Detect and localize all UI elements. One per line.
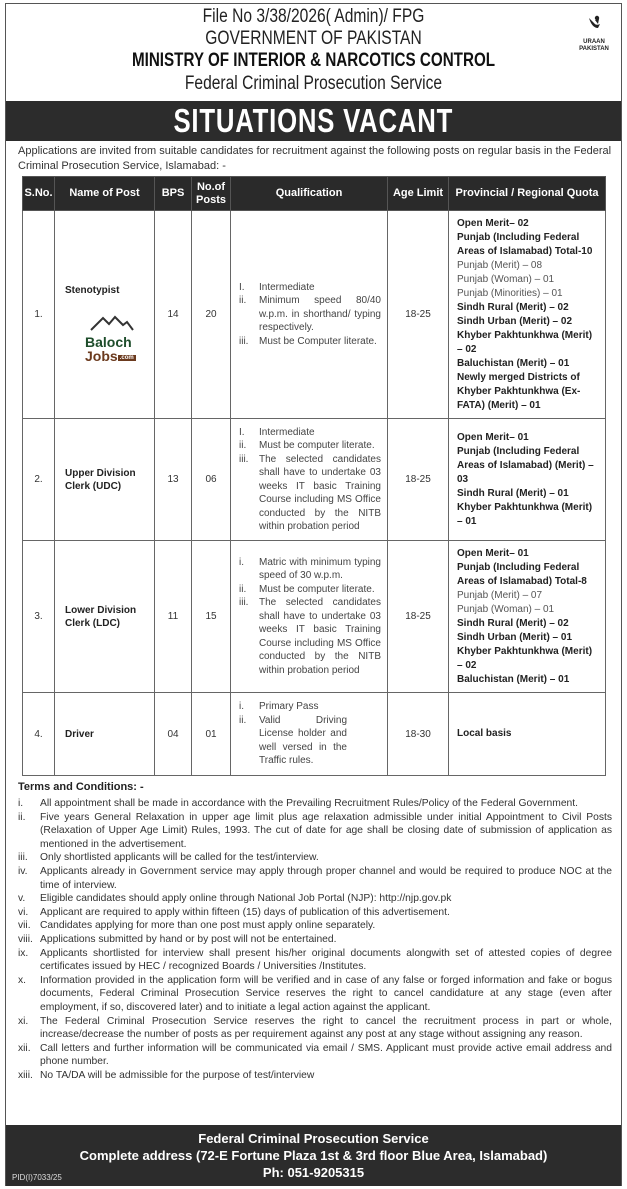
qualification-text: Must be computer literate.	[259, 583, 375, 595]
terms-item	[18, 811, 612, 852]
terms-num: xiii.	[18, 1069, 33, 1081]
quota-line: Baluchistan (Merit) – 01	[457, 673, 570, 685]
terms-item	[18, 865, 612, 892]
cell-posts: 06	[192, 419, 231, 541]
cell-quota	[449, 541, 606, 693]
terms-text: Information provided in the application form will be verified and in case of any false or forged information and fake or bogus documents, Federal Criminal Prosecution Service reserves the right to cancel candidature at any stage (even after employment, if so, discovered later) and to initiate a legal action against the applicant.	[40, 974, 612, 1013]
qualification-num: iii.	[239, 335, 249, 347]
terms-text: Five years General Relaxation in upper age limit plus age relaxation admissible under initial Appointment to Civil Posts (Relaxation of Upper Age Limit) Rules, 1993. The cut of date for age shall be closing date of submission of application as mentioned in the advertisement.	[40, 811, 612, 850]
terms-item	[18, 919, 612, 933]
quota-line: Sindh Rural (Merit) – 02	[457, 301, 569, 313]
terms-item	[18, 1069, 612, 1083]
terms-num: ii.	[18, 811, 26, 823]
qualification-item	[239, 281, 381, 295]
cell-posts: 20	[192, 211, 231, 419]
contact-footer	[6, 1125, 621, 1186]
government-title: GOVERNMENT OF PAKISTAN	[205, 28, 422, 49]
cell-qualification	[231, 541, 388, 693]
terms-item	[18, 892, 612, 906]
terms-item	[18, 1015, 612, 1042]
quota-line: Punjab (Including Federal Areas of Islamabad) (Merit) – 03	[457, 445, 594, 485]
qualification-num: ii.	[239, 440, 247, 451]
terms-text: Applicants already in Government service may apply through proper channel and would be required to produce NOC at the time of interview.	[40, 865, 612, 891]
column-header-bps: BPS	[155, 177, 192, 211]
cell-quota	[449, 419, 606, 541]
qualification-item	[239, 453, 381, 534]
cell-sno: 4.	[23, 693, 55, 776]
cell-post-name: Upper Division Clerk (UDC)	[55, 419, 155, 541]
qualification-num: ii.	[239, 295, 247, 307]
quota-line: Open Merit– 01	[457, 547, 529, 559]
qualification-text: Intermediate	[259, 281, 315, 293]
terms-num: viii.	[18, 933, 33, 945]
terms-item	[18, 933, 612, 947]
uraan-pakistan-logo	[574, 14, 614, 57]
terms-item	[18, 851, 612, 865]
quota-line: Punjab (Minorities) – 01	[457, 287, 563, 299]
watermark-line2	[85, 349, 145, 364]
qualification-text: Valid Driving License holder and well versed in the Traffic rules.	[259, 714, 347, 767]
posts-table	[22, 176, 606, 776]
terms-item	[18, 1042, 612, 1069]
cell-age-limit: 18-25	[388, 541, 449, 693]
quota-line: Open Merit– 01	[457, 431, 529, 443]
cell-post-name: Driver	[55, 693, 155, 776]
column-header-qualification: Qualification	[231, 177, 388, 211]
column-header-name: Name of Post	[55, 177, 155, 211]
cell-posts: 01	[192, 693, 231, 776]
quota-line: Khyber Pakhtunkhwa (Merit) – 02	[457, 329, 593, 355]
qualification-text: Matric with minimum typing speed of 30 w.p.m.	[259, 556, 381, 582]
qualification-item	[239, 556, 381, 583]
quota-line: Punjab (Including Federal Areas of Islamabad) Total-8	[457, 561, 587, 587]
terms-text: Applicant are required to apply within fifteen (15) days of publication of this advertisement.	[40, 906, 450, 918]
terms-text: Candidates applying for more than one post must apply online separately.	[40, 920, 376, 932]
qualification-text: The selected candidates shall have to undertake 03 weeks IT basic Training Course including MS Office conducted by the NITB within probation period	[259, 453, 381, 532]
cell-bps: 04	[155, 693, 192, 776]
file-number: File No 3/38/2026( Admin)/ FPG	[202, 6, 425, 27]
qualification-item	[239, 596, 381, 677]
bird-icon	[586, 14, 602, 32]
cell-qualification	[231, 693, 388, 776]
qualification-text: Intermediate	[259, 426, 315, 438]
cell-bps: 13	[155, 419, 192, 541]
quota-line: Punjab (Woman) – 01	[457, 603, 555, 615]
terms-text: All appointment shall be made in accordance with the Prevailing Recruitment Rules/Policy of the Federal Government.	[40, 798, 578, 809]
terms-num: vii.	[18, 920, 31, 932]
terms-item	[18, 947, 612, 974]
cell-qualification	[231, 211, 388, 419]
quota-line: Sindh Rural (Merit) – 02	[457, 617, 569, 629]
terms-list	[18, 797, 612, 1082]
department-title: Federal Criminal Prosecution Service	[184, 73, 443, 94]
cell-bps: 11	[155, 541, 192, 693]
ministry-title: MINISTRY OF INTERIOR & NARCOTICS CONTROL	[131, 50, 496, 71]
qualification-item	[239, 714, 347, 768]
uraan-logo-text: URAAN PAKISTAN	[579, 39, 609, 52]
mountain-icon	[89, 315, 135, 331]
cell-age-limit: 18-25	[388, 211, 449, 419]
quota-line: Punjab (Merit) – 07	[457, 589, 543, 601]
table-row	[23, 419, 606, 541]
qualification-text: Minimum speed 80/40 w.p.m. in shorthand/ typing respectively.	[259, 295, 381, 334]
advertisement-header	[0, 6, 627, 95]
footer-org: Federal Criminal Prosecution Service	[198, 1131, 429, 1146]
terms-num: ix.	[18, 947, 29, 959]
column-header-quota: Provincial / Regional Quota	[449, 177, 606, 211]
cell-qualification	[231, 419, 388, 541]
terms-item	[18, 906, 612, 920]
qualification-num: ii.	[239, 714, 247, 726]
qualification-num: iii.	[239, 597, 249, 609]
terms-num: vi.	[18, 906, 29, 918]
terms-text: Applicants shortlisted for interview shall present his/her original documents alongwith set of attested copies of degree certificates issued by HEC / recognized Boards / Universities /Institutes.	[40, 947, 612, 973]
terms-text: Eligible candidates should apply online through National Job Portal (NJP): http://njp.gov.pk	[40, 893, 452, 905]
cell-sno: 3.	[23, 541, 55, 693]
terms-num: i.	[18, 798, 24, 809]
qualification-item	[239, 700, 347, 714]
quota-line: Local basis	[457, 728, 512, 739]
quota-line: Punjab (Including Federal Areas of Islamabad) Total-10	[457, 231, 593, 257]
terms-item	[18, 974, 612, 1015]
banner-title: SITUATIONS VACANT	[173, 102, 454, 139]
cell-bps: 14	[155, 211, 192, 419]
qualification-num: I.	[239, 426, 245, 438]
footer-phone: Ph: 051-9205315	[262, 1165, 365, 1180]
quota-line: Sindh Rural (Merit) – 01	[457, 487, 569, 499]
qualification-num: i.	[239, 701, 244, 713]
quota-line: Baluchistan (Merit) – 01	[457, 357, 570, 369]
intro-paragraph: Applications are invited from suitable candidates for recruitment against the following posts on regular basis in the Federal Criminal Prosecution Service, Islamabad: -	[18, 145, 612, 172]
terms-and-conditions	[18, 780, 612, 1082]
terms-item	[18, 797, 612, 811]
terms-num: xi.	[18, 1015, 29, 1027]
table-header-row	[23, 177, 606, 211]
terms-num: xii.	[18, 1042, 31, 1054]
table-row	[23, 211, 606, 419]
terms-num: x.	[18, 974, 27, 986]
column-header-age: Age Limit	[388, 177, 449, 211]
qualification-item	[239, 294, 381, 335]
qualification-item	[239, 583, 381, 597]
column-header-sno: S.No.	[23, 177, 55, 211]
qualification-num: ii.	[239, 583, 247, 595]
terms-num: iii.	[18, 852, 28, 864]
terms-text: The Federal Criminal Prosecution Service reserves the right to cancel the recruitment process in part or whole, increase/decrease the number of posts as per requirement against any post at any stage without assigning any reason.	[40, 1015, 612, 1041]
balochjobs-watermark	[85, 315, 145, 364]
footer-address: Complete address (72-E Fortune Plaza 1st & 3rd floor Blue Area, Islamabad)	[79, 1148, 548, 1163]
qualification-item	[239, 439, 381, 453]
terms-title: Terms and Conditions: -	[18, 781, 144, 793]
quota-line: Open Merit– 02	[457, 217, 529, 229]
qualification-num: iii.	[239, 453, 249, 465]
terms-text: No TA/DA will be admissible for the purpose of test/interview	[40, 1069, 315, 1081]
qualification-text: Must be Computer literate.	[259, 335, 377, 347]
quota-line: Sindh Urban (Merit) – 01	[457, 631, 573, 643]
terms-num: v.	[18, 893, 26, 905]
cell-sno: 1.	[23, 211, 55, 419]
terms-text: Call letters and further information will be communicated via email / SMS. Applicant must provide active email address and phone number.	[40, 1042, 612, 1068]
situations-vacant-banner	[6, 101, 621, 141]
quota-line: Punjab (Woman) – 01	[457, 273, 555, 285]
cell-age-limit: 18-25	[388, 419, 449, 541]
quota-line: Khyber Pakhtunkhwa (Merit) – 02	[457, 645, 593, 671]
qualification-text: Must be computer literate.	[259, 440, 375, 451]
quota-line: Punjab (Merit) – 08	[457, 259, 543, 271]
terms-text: Only shortlisted applicants will be called for the test/interview.	[40, 852, 319, 864]
cell-post-name	[55, 211, 155, 419]
terms-num: iv.	[18, 865, 28, 877]
cell-posts: 15	[192, 541, 231, 693]
terms-text: Applications submitted by hand or by post will not be entertained.	[40, 933, 337, 945]
post-name: Stenotypist	[65, 285, 120, 297]
qualification-num: I.	[239, 281, 245, 293]
table-row	[23, 693, 606, 776]
quota-line: Newly merged Districts of Khyber Pakhtunkhwa (Ex-FATA) (Merit) – 01	[457, 371, 581, 411]
cell-age-limit: 18-30	[388, 693, 449, 776]
quota-line: Sindh Urban (Merit) – 02	[457, 315, 573, 327]
qualification-item	[239, 335, 381, 349]
qualification-item	[239, 426, 381, 440]
cell-sno: 2.	[23, 419, 55, 541]
cell-quota	[449, 211, 606, 419]
qualification-text: The selected candidates shall have to undertake 03 weeks IT basic Training Course including MS Office conducted by the NITB within probation period	[259, 597, 381, 676]
quota-line: Khyber Pakhtunkhwa (Merit) – 01	[457, 501, 593, 527]
cell-quota	[449, 693, 606, 776]
uraan-logo-tagline	[574, 53, 614, 57]
table-row	[23, 541, 606, 693]
watermark-line1: Baloch	[85, 334, 132, 351]
column-header-posts: No.of Posts	[192, 177, 231, 211]
qualification-text: Primary Pass	[259, 701, 319, 713]
watermark-jobs: Jobs	[85, 348, 118, 365]
watermark-suffix: .com	[119, 354, 134, 361]
qualification-num: i.	[239, 556, 244, 568]
pid-number: PID(I)7033/25	[12, 1173, 62, 1182]
cell-post-name: Lower Division Clerk (LDC)	[55, 541, 155, 693]
